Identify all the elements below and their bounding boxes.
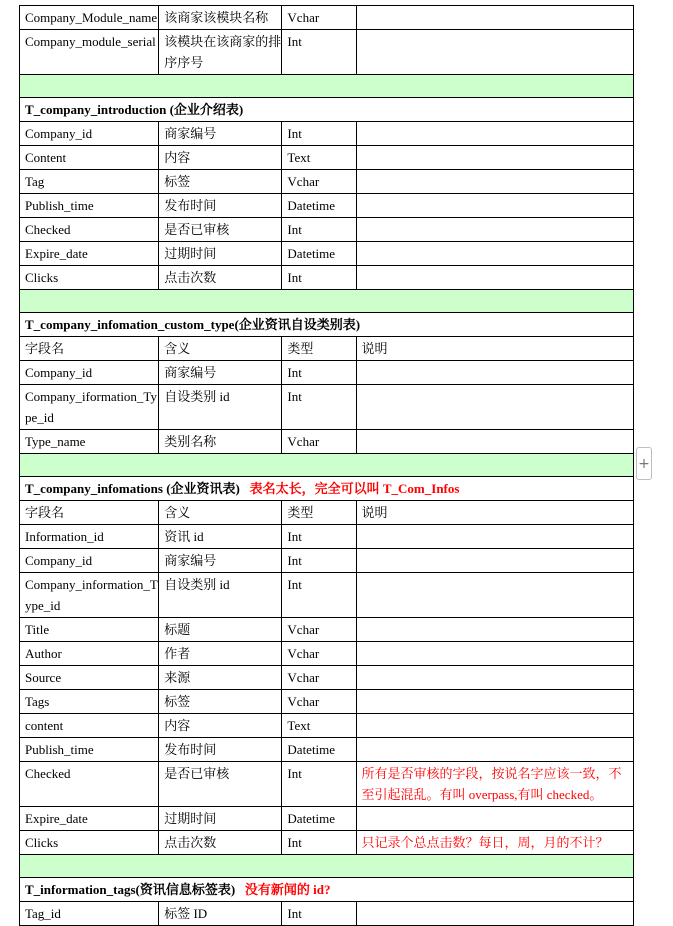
- meaning-cell: 作者: [159, 642, 282, 666]
- table-row: [20, 430, 634, 454]
- type-cell: 类型: [282, 337, 356, 361]
- table-row: [20, 573, 634, 618]
- field-name-cell: content: [20, 714, 159, 738]
- field-name-cell: Company_id: [20, 549, 159, 573]
- note-cell: 所有是否审核的字段，按说名字应该一致，不至引起混乱。有叫 overpass,有叫 checked。: [356, 762, 633, 807]
- table-row: [20, 30, 634, 75]
- field-name-cell: Checked: [20, 218, 159, 242]
- table-row: [20, 170, 634, 194]
- meaning-cell: 商家编号: [159, 361, 282, 385]
- table-row: [20, 194, 634, 218]
- section-separator: [20, 855, 634, 878]
- field-name-cell: Company_id: [20, 122, 159, 146]
- section-title: T_company_infomations (企业资讯表): [25, 481, 240, 496]
- meaning-cell: 过期时间: [159, 242, 282, 266]
- field-name-cell: Company_information_Type_id: [20, 573, 159, 618]
- type-cell: 类型: [282, 501, 356, 525]
- meaning-cell: 点击次数: [159, 831, 282, 855]
- note-cell: [356, 30, 633, 75]
- field-name-cell: Company_iformation_Type_id: [20, 385, 159, 430]
- meaning-cell: 发布时间: [159, 738, 282, 762]
- type-cell: Int: [282, 218, 356, 242]
- meaning-cell: 标签: [159, 690, 282, 714]
- field-name-cell: Company_Module_name: [20, 6, 159, 30]
- meaning-cell: 类别名称: [159, 430, 282, 454]
- note-cell: [356, 618, 633, 642]
- meaning-cell: 发布时间: [159, 194, 282, 218]
- note-cell: [356, 573, 633, 618]
- note-cell: 说明: [356, 337, 633, 361]
- table-row: [20, 807, 634, 831]
- table-row: [20, 6, 634, 30]
- table-row: [20, 242, 634, 266]
- section-title-cell: [20, 477, 634, 501]
- section-separator: [20, 290, 634, 313]
- type-cell: Datetime: [282, 738, 356, 762]
- field-name-cell: Company_module_serial: [20, 30, 159, 75]
- table-row: [20, 337, 634, 361]
- add-row-button[interactable]: +: [636, 447, 652, 480]
- field-name-cell: Expire_date: [20, 807, 159, 831]
- meaning-cell: 点击次数: [159, 266, 282, 290]
- table-row: [20, 690, 634, 714]
- type-cell: Vchar: [282, 666, 356, 690]
- table-section-title: [20, 878, 634, 902]
- field-name-cell: Tag_id: [20, 902, 159, 926]
- type-cell: Int: [282, 549, 356, 573]
- meaning-cell: 该商家该模块名称: [159, 6, 282, 30]
- section-title-cell: [20, 313, 634, 337]
- field-name-cell: Publish_time: [20, 194, 159, 218]
- type-cell: Int: [282, 266, 356, 290]
- note-cell: [356, 690, 633, 714]
- field-name-cell: Publish_time: [20, 738, 159, 762]
- note-cell: [356, 738, 633, 762]
- meaning-cell: 是否已审核: [159, 218, 282, 242]
- note-cell: [356, 525, 633, 549]
- field-name-cell: Type_name: [20, 430, 159, 454]
- table-row: [20, 266, 634, 290]
- table-row: [20, 666, 634, 690]
- schema-table: [19, 5, 634, 926]
- table-section-title: [20, 313, 634, 337]
- field-name-cell: Tag: [20, 170, 159, 194]
- meaning-cell: 该模块在该商家的排序序号: [159, 30, 282, 75]
- table-row: [20, 762, 634, 807]
- type-cell: Int: [282, 831, 356, 855]
- table-row: [20, 831, 634, 855]
- note-cell: 说明: [356, 501, 633, 525]
- type-cell: Text: [282, 146, 356, 170]
- meaning-cell: 商家编号: [159, 122, 282, 146]
- table-section-title: [20, 477, 634, 501]
- field-name-cell: Source: [20, 666, 159, 690]
- type-cell: Datetime: [282, 807, 356, 831]
- type-cell: Int: [282, 30, 356, 75]
- section-title: T_information_tags(资讯信息标签表): [25, 882, 236, 897]
- field-name-cell: Content: [20, 146, 159, 170]
- section-title-cell: [20, 98, 634, 122]
- table-row: [20, 218, 634, 242]
- note-cell: [356, 266, 633, 290]
- meaning-cell: 是否已审核: [159, 762, 282, 807]
- type-cell: Vchar: [282, 6, 356, 30]
- type-cell: Vchar: [282, 690, 356, 714]
- type-cell: Datetime: [282, 242, 356, 266]
- section-separator: [20, 75, 634, 98]
- type-cell: Datetime: [282, 194, 356, 218]
- field-name-cell: 字段名: [20, 501, 159, 525]
- field-name-cell: Clicks: [20, 831, 159, 855]
- meaning-cell: 自设类别 id: [159, 385, 282, 430]
- table-row: [20, 501, 634, 525]
- meaning-cell: 过期时间: [159, 807, 282, 831]
- note-cell: 只记录个总点击数？每日，周，月的不计？: [356, 831, 633, 855]
- note-cell: [356, 902, 633, 926]
- type-cell: Vchar: [282, 642, 356, 666]
- table-row: [20, 122, 634, 146]
- section-title-note: 表名太长，完全可以叫 T_Com_Infos: [249, 481, 460, 496]
- note-cell: [356, 242, 633, 266]
- note-cell: [356, 194, 633, 218]
- meaning-cell: 含义: [159, 501, 282, 525]
- type-cell: Text: [282, 714, 356, 738]
- meaning-cell: 资讯 id: [159, 525, 282, 549]
- type-cell: Int: [282, 361, 356, 385]
- note-cell: [356, 146, 633, 170]
- table-row: [20, 714, 634, 738]
- field-name-cell: Company_id: [20, 361, 159, 385]
- separator-cell: [20, 290, 634, 313]
- separator-cell: [20, 855, 634, 878]
- field-name-cell: Information_id: [20, 525, 159, 549]
- note-cell: [356, 218, 633, 242]
- type-cell: Vchar: [282, 618, 356, 642]
- separator-cell: [20, 75, 634, 98]
- type-cell: Int: [282, 525, 356, 549]
- table-row: [20, 361, 634, 385]
- type-cell: Int: [282, 122, 356, 146]
- meaning-cell: 标签 ID: [159, 902, 282, 926]
- table-row: [20, 642, 634, 666]
- note-cell: [356, 549, 633, 573]
- note-cell: [356, 170, 633, 194]
- table-row: [20, 738, 634, 762]
- meaning-cell: 标题: [159, 618, 282, 642]
- note-cell: [356, 385, 633, 430]
- type-cell: Int: [282, 762, 356, 807]
- table-row: [20, 618, 634, 642]
- separator-cell: [20, 454, 634, 477]
- note-cell: [356, 666, 633, 690]
- field-name-cell: Title: [20, 618, 159, 642]
- field-name-cell: Clicks: [20, 266, 159, 290]
- meaning-cell: 自设类别 id: [159, 573, 282, 618]
- note-cell: [356, 642, 633, 666]
- section-title-note: 没有新闻的 id?: [244, 882, 331, 897]
- type-cell: Int: [282, 573, 356, 618]
- field-name-cell: Expire_date: [20, 242, 159, 266]
- note-cell: [356, 430, 633, 454]
- note-cell: [356, 6, 633, 30]
- section-title: T_company_infomation_custom_type(企业资讯自设类别表): [25, 317, 361, 332]
- meaning-cell: 商家编号: [159, 549, 282, 573]
- type-cell: Int: [282, 385, 356, 430]
- table-row: [20, 525, 634, 549]
- note-cell: [356, 714, 633, 738]
- table-row: [20, 902, 634, 926]
- meaning-cell: 内容: [159, 146, 282, 170]
- meaning-cell: 来源: [159, 666, 282, 690]
- field-name-cell: Tags: [20, 690, 159, 714]
- type-cell: Int: [282, 902, 356, 926]
- meaning-cell: 内容: [159, 714, 282, 738]
- meaning-cell: 含义: [159, 337, 282, 361]
- table-section-title: [20, 98, 634, 122]
- table-row: [20, 549, 634, 573]
- field-name-cell: Author: [20, 642, 159, 666]
- note-cell: [356, 807, 633, 831]
- table-row: [20, 146, 634, 170]
- note-cell: [356, 122, 633, 146]
- section-separator: [20, 454, 634, 477]
- note-cell: [356, 361, 633, 385]
- meaning-cell: 标签: [159, 170, 282, 194]
- field-name-cell: 字段名: [20, 337, 159, 361]
- section-title: T_company_introduction (企业介绍表): [25, 102, 244, 117]
- table-row: [20, 385, 634, 430]
- field-name-cell: Checked: [20, 762, 159, 807]
- section-title-cell: [20, 878, 634, 902]
- type-cell: Vchar: [282, 430, 356, 454]
- type-cell: Vchar: [282, 170, 356, 194]
